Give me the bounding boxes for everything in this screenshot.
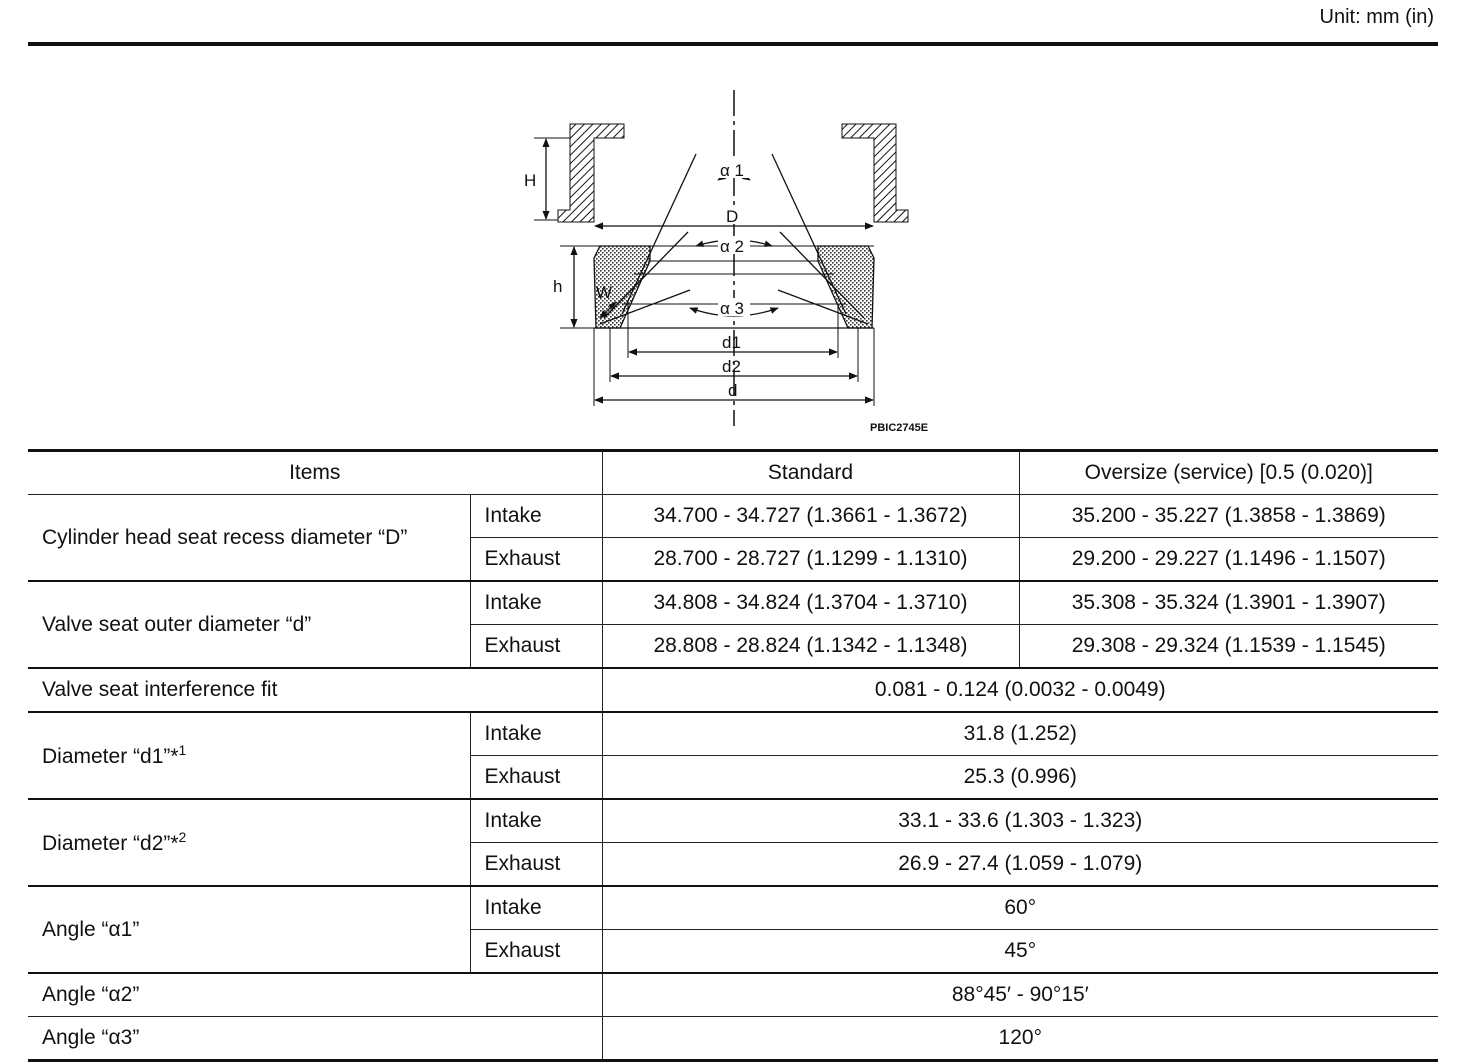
row-label: Valve seat interference fit [28, 668, 602, 712]
row-label: Angle “α2” [28, 973, 602, 1017]
value: 120° [602, 1017, 1438, 1061]
footnote-marker: 2 [178, 829, 187, 845]
intake-label: Intake [470, 886, 602, 930]
label-h: h [553, 277, 563, 296]
row-label [28, 799, 470, 886]
table-row [28, 973, 1438, 1017]
value: 0.081 - 0.124 (0.0032 - 0.0049) [602, 668, 1438, 712]
exhaust-label: Exhaust [470, 756, 602, 800]
table-header-row [28, 451, 1438, 495]
top-rule [28, 42, 1438, 46]
specification-table [28, 449, 1438, 1062]
row-label: Valve seat outer diameter “d” [28, 581, 470, 668]
header-oversize: Oversize (service) [0.5 (0.020)] [1019, 451, 1438, 495]
table-row [28, 581, 1438, 625]
intake-label: Intake [470, 712, 602, 756]
head-left-section [558, 124, 624, 222]
row-label-text: Diameter “d2”* [42, 832, 179, 855]
row-label: Angle “α3” [28, 1017, 602, 1061]
table-row [28, 668, 1438, 712]
figure-id: PBIC2745E [870, 422, 929, 434]
value: 45° [602, 930, 1438, 974]
header-items: Items [28, 451, 602, 495]
label-alpha1: α 1 [720, 161, 745, 180]
value: 60° [602, 886, 1438, 930]
head-right-section [842, 124, 908, 222]
label-d1: d1 [722, 333, 741, 352]
exhaust-label: Exhaust [470, 930, 602, 974]
exhaust-label: Exhaust [470, 625, 602, 669]
table-row [28, 1017, 1438, 1061]
standard-value: 34.700 - 34.727 (1.3661 - 1.3672) [602, 495, 1019, 538]
row-label [28, 712, 470, 799]
oversize-value: 29.200 - 29.227 (1.1496 - 1.1507) [1019, 538, 1438, 582]
table-row [28, 712, 1438, 756]
unit-label: Unit: mm (in) [1319, 6, 1434, 28]
row-label: Angle “α1” [28, 886, 470, 973]
label-alpha3: α 3 [720, 299, 745, 318]
table-row [28, 886, 1438, 930]
intake-label: Intake [470, 581, 602, 625]
label-H: H [524, 171, 537, 190]
row-label: Cylinder head seat recess diameter “D” [28, 495, 470, 582]
standard-value: 28.808 - 28.824 (1.1342 - 1.1348) [602, 625, 1019, 669]
valve-seat-diagram [520, 86, 960, 440]
label-alpha2: α 2 [720, 237, 745, 256]
value: 25.3 (0.996) [602, 756, 1438, 800]
header-standard: Standard [602, 451, 1019, 495]
valve-seat-drawing [520, 86, 960, 426]
label-d: d [728, 381, 738, 400]
value: 26.9 - 27.4 (1.059 - 1.079) [602, 843, 1438, 887]
value: 88°45′ - 90°15′ [602, 973, 1438, 1017]
label-d2: d2 [722, 357, 741, 376]
oversize-value: 29.308 - 29.324 (1.1539 - 1.1545) [1019, 625, 1438, 669]
oversize-value: 35.200 - 35.227 (1.3858 - 1.3869) [1019, 495, 1438, 538]
label-W: W [596, 283, 613, 302]
label-D: D [726, 207, 739, 226]
intake-label: Intake [470, 495, 602, 538]
row-label-text: Diameter “d1”* [42, 745, 179, 768]
footnote-marker: 1 [178, 742, 187, 758]
standard-value: 28.700 - 28.727 (1.1299 - 1.1310) [602, 538, 1019, 582]
standard-value: 34.808 - 34.824 (1.3704 - 1.3710) [602, 581, 1019, 625]
table-row [28, 799, 1438, 843]
value: 33.1 - 33.6 (1.303 - 1.323) [602, 799, 1438, 843]
exhaust-label: Exhaust [470, 843, 602, 887]
table-row [28, 495, 1438, 538]
exhaust-label: Exhaust [470, 538, 602, 582]
value: 31.8 (1.252) [602, 712, 1438, 756]
oversize-value: 35.308 - 35.324 (1.3901 - 1.3907) [1019, 581, 1438, 625]
intake-label: Intake [470, 799, 602, 843]
